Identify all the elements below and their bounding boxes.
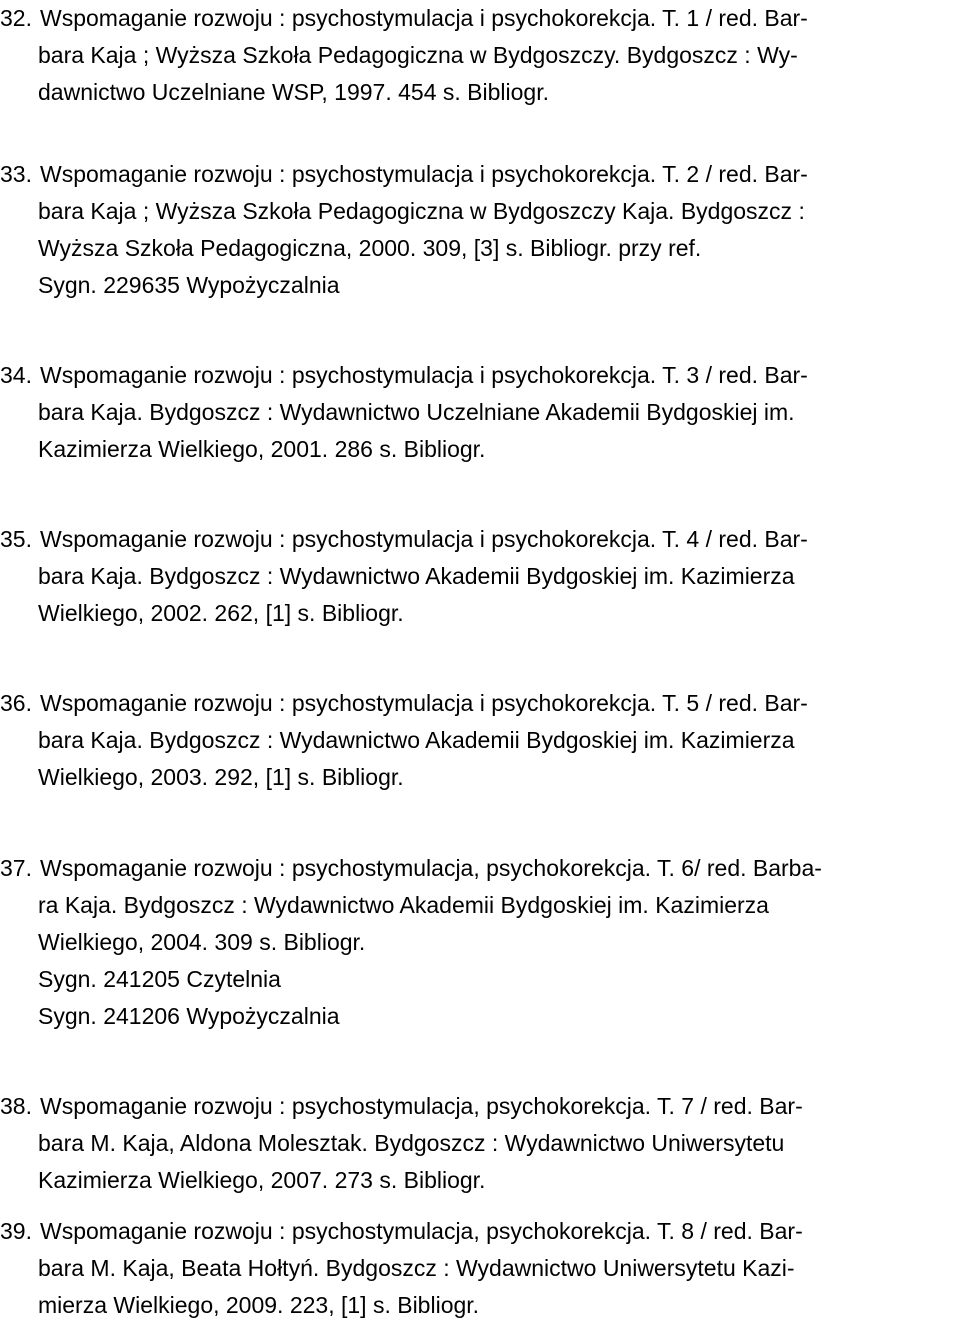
call-number-line: Sygn. 229635 Wypożyczalnia <box>38 272 340 298</box>
entry-text-line: Wspomaganie rozwoju : psychostymulacja, psychokorekcja. T. 8 / red. Bar- <box>40 1218 803 1244</box>
entry-text-line: Wspomaganie rozwoju : psychostymulacja, psychokorekcja. T. 7 / red. Bar- <box>40 1093 803 1119</box>
bibliography-entry <box>0 521 952 632</box>
call-number-line: Sygn. 241206 Wypożyczalnia <box>38 1003 340 1029</box>
entry-text-line: bara M. Kaja, Beata Hołtyń. Bydgoszcz : Wydawnictwo Uniwersytetu Kazi- <box>38 1255 795 1281</box>
bibliography-entry <box>0 850 952 1035</box>
entry-text-line: Wielkiego, 2003. 292, [1] s. Bibliogr. <box>38 764 404 790</box>
bibliography-entry <box>0 357 952 468</box>
entry-text-line: Kazimierza Wielkiego, 2007. 273 s. Bibliogr. <box>38 1167 486 1193</box>
entry-text-line: bara M. Kaja, Aldona Molesztak. Bydgoszcz : Wydawnictwo Uniwersytetu <box>38 1130 785 1156</box>
entry-text-line: bara Kaja. Bydgoszcz : Wydawnictwo Akademii Bydgoskiej im. Kazimierza <box>38 563 795 589</box>
entry-number: 36. <box>0 690 32 716</box>
entry-number: 34. <box>0 362 32 388</box>
entry-text-line: Wyższa Szkoła Pedagogiczna, 2000. 309, [3] s. Bibliogr. przy ref. <box>38 235 702 261</box>
entry-text-line: mierza Wielkiego, 2009. 223, [1] s. Bibliogr. <box>38 1292 480 1318</box>
entry-text-line: Wspomaganie rozwoju : psychostymulacja i psychokorekcja. T. 3 / red. Bar- <box>40 362 808 388</box>
entry-text-line: Wielkiego, 2002. 262, [1] s. Bibliogr. <box>38 600 404 626</box>
entry-text-line: Wspomaganie rozwoju : psychostymulacja i psychokorekcja. T. 5 / red. Bar- <box>40 690 808 716</box>
entry-text-line: Wielkiego, 2004. 309 s. Bibliogr. <box>38 929 366 955</box>
entry-number: 38. <box>0 1093 32 1119</box>
entry-text-line: bara Kaja ; Wyższa Szkoła Pedagogiczna w Bydgoszczy. Bydgoszcz : Wy- <box>38 42 798 68</box>
entry-text-line: dawnictwo Uczelniane WSP, 1997. 454 s. Bibliogr. <box>38 79 549 105</box>
bibliography-entry <box>0 1213 952 1324</box>
entry-text-line: Wspomaganie rozwoju : psychostymulacja i psychokorekcja. T. 1 / red. Bar- <box>40 5 808 31</box>
call-number-line: Sygn. 241205 Czytelnia <box>38 966 281 992</box>
entry-text-line: Kazimierza Wielkiego, 2001. 286 s. Bibliogr. <box>38 436 486 462</box>
bibliography-entry <box>0 1088 952 1199</box>
entry-text-line: Wspomaganie rozwoju : psychostymulacja, psychokorekcja. T. 6/ red. Barba- <box>40 855 822 881</box>
bibliography-entry <box>0 685 952 796</box>
entry-number: 39. <box>0 1218 32 1244</box>
entry-text-line: bara Kaja. Bydgoszcz : Wydawnictwo Uczelniane Akademii Bydgoskiej im. <box>38 399 795 425</box>
entry-number: 35. <box>0 526 32 552</box>
entry-number: 33. <box>0 161 32 187</box>
entry-text-line: Wspomaganie rozwoju : psychostymulacja i psychokorekcja. T. 2 / red. Bar- <box>40 161 808 187</box>
entry-text-line: Wspomaganie rozwoju : psychostymulacja i psychokorekcja. T. 4 / red. Bar- <box>40 526 808 552</box>
entry-number: 37. <box>0 855 32 881</box>
entry-number: 32. <box>0 5 32 31</box>
bibliography-entry <box>0 0 952 111</box>
entry-text-line: ra Kaja. Bydgoszcz : Wydawnictwo Akademii Bydgoskiej im. Kazimierza <box>38 892 769 918</box>
entry-text-line: bara Kaja ; Wyższa Szkoła Pedagogiczna w Bydgoszczy Kaja. Bydgoszcz : <box>38 198 805 224</box>
bibliography-entry <box>0 156 952 304</box>
entry-text-line: bara Kaja. Bydgoszcz : Wydawnictwo Akademii Bydgoskiej im. Kazimierza <box>38 727 795 753</box>
